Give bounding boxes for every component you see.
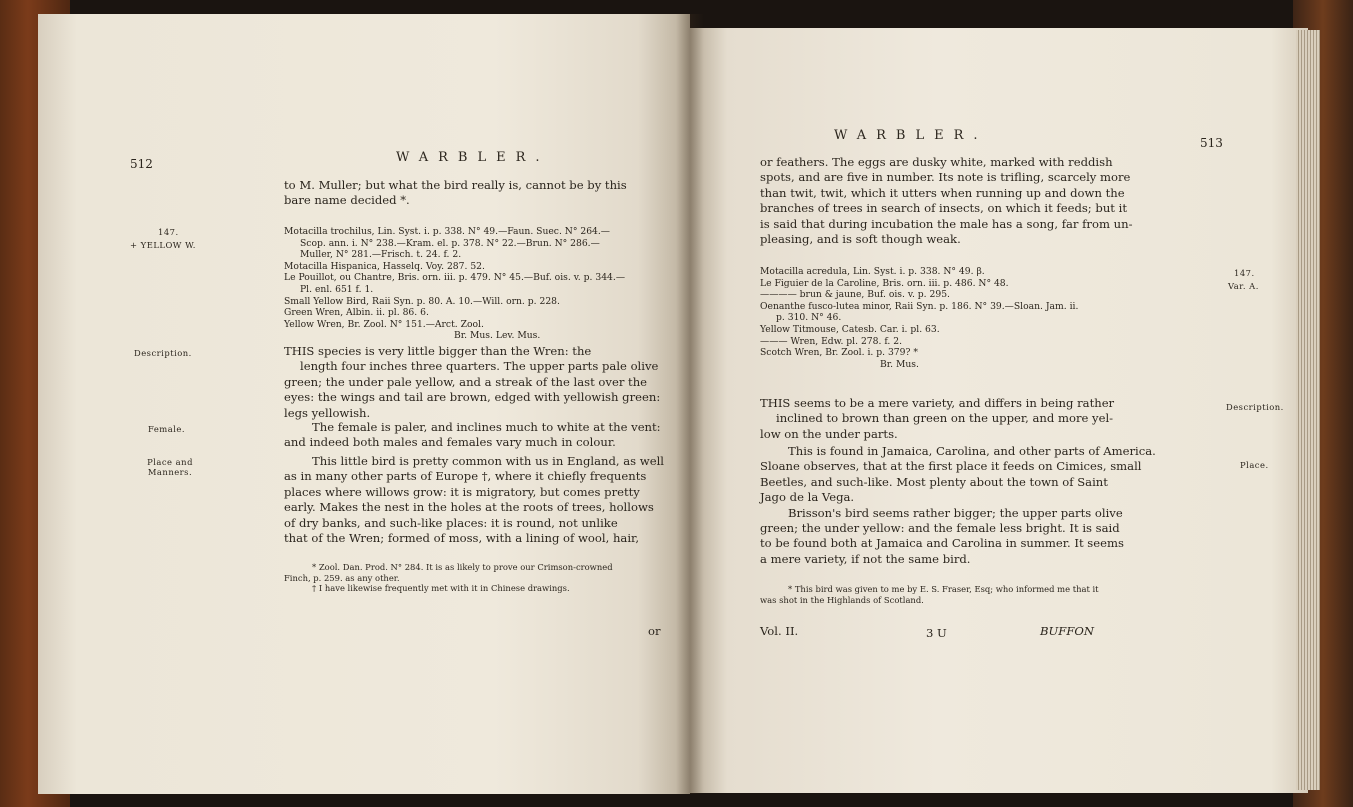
footnote-line: Finch, p. 259. as any other. (284, 572, 400, 583)
text-line: pleasing, and is soft though weak. (760, 232, 961, 247)
right-intro-text (760, 155, 1133, 247)
footnote-line: † I have likewise frequently met with it in Chinese drawings. (312, 583, 570, 594)
text-line: that of the Wren; formed of moss, with a lining of wool, hair, (284, 531, 640, 546)
left-footnotes (284, 562, 613, 594)
right-footnotes (760, 584, 1099, 605)
right-entry-number: 147. (1234, 268, 1255, 278)
synonym-line: Yellow Titmouse, Catesb. Car. i. pl. 63. (760, 323, 940, 335)
left-catchword: or (648, 624, 661, 638)
left-female-text (284, 420, 661, 451)
text-line: Sloane observes, that at the first place it feeds on Cimices, small (760, 459, 1142, 474)
right-page-number: 513 (1200, 136, 1223, 150)
right-catchword: BUFFON (1040, 624, 1095, 638)
text-line: bare name decided *. (284, 193, 410, 208)
left-description (284, 344, 660, 421)
text-line: to M. Muller; but what the bird really is, cannot be by this (284, 178, 627, 192)
text-line: spots, and are five in number. Its note is trifling, scarcely more (760, 170, 1131, 185)
text-line: is said that during incubation the male has a song, far from un- (760, 216, 1133, 231)
text-line: Brisson's bird seems rather bigger; the upper parts olive (788, 505, 1123, 520)
synonym-line: Le Pouillot, ou Chantre, Bris. orn. iii. p. 479. N° 45.—Buf. ois. v. p. 344.— (284, 272, 626, 284)
footnote-line: * Zool. Dan. Prod. N° 284. It is as likely to prove our Crimson-crowned (312, 562, 613, 572)
synonym-line: Pl. enl. 651 f. 1. (300, 283, 374, 295)
text-line: branches of trees in search of insects, on which it feeds; but it (760, 201, 1128, 216)
synonym-line: ———— brun & jaune, Buf. ois. v. p. 295. (760, 289, 950, 301)
entry-number: 147. (158, 227, 179, 237)
left-place-text (284, 454, 664, 546)
synonym-line: p. 310. N° 46. (776, 312, 842, 324)
text-line: of dry banks, and such-like places: it is round, not unlike (284, 515, 618, 530)
page-edges (1296, 30, 1320, 790)
margin-female: Female. (148, 424, 186, 434)
synonym-line: Scop. ann. i. N° 238.—Kram. el. p. 378. N° 22.—Brun. N° 286.— (300, 237, 600, 249)
right-margin-description: Description. (1226, 402, 1284, 412)
synonym-line: Scotch Wren, Br. Zool. i. p. 379? * (760, 347, 918, 359)
synonym-line: Yellow Wren, Br. Zool. N° 151.—Arct. Zool. (284, 318, 484, 330)
right-description (760, 396, 1114, 442)
synonym-line: ——— Wren, Edw. pl. 278. f. 2. (760, 335, 903, 347)
footnote-line: * This bird was given to me by E. S. Fraser, Esq; who informed me that it (788, 584, 1099, 594)
left-synonymy (284, 226, 625, 342)
synonym-line: Green Wren, Albin. ii. pl. 86. 6. (284, 307, 429, 319)
text-line: green; the under yellow: and the female less bright. It is said (760, 521, 1120, 536)
text-line: as in many other parts of Europe †, where it chiefly frequents (284, 469, 647, 484)
text-line: or feathers. The eggs are dusky white, marked with reddish (760, 155, 1113, 169)
right-margin-place: Place. (1240, 460, 1269, 470)
synonym-line: Br. Mus. (880, 358, 919, 370)
signature-mark: 3 U (926, 626, 947, 640)
text-line: This little bird is pretty common with us in England, as well (312, 454, 665, 468)
text-line: a mere variety, if not the same bird. (760, 551, 971, 566)
text-line: early. Makes the nest in the holes at the roots of trees, hollows (284, 500, 654, 515)
entry-name: + YELLOW W. (130, 240, 196, 250)
text-line: green; the under pale yellow, and a streak of the last over the (284, 374, 648, 389)
right-running-head: WARBLER. (834, 128, 988, 143)
synonym-line: Br. Mus. Lev. Mus. (454, 330, 541, 342)
margin-place-manners: Place and Manners. (147, 457, 193, 477)
right-synonymy (760, 266, 1078, 370)
synonym-line: Motacilla acredula, Lin. Syst. i. p. 338. N° 49. β. (760, 266, 985, 277)
book-gutter (676, 14, 704, 794)
margin-description: Description. (134, 348, 192, 358)
left-page-number: 512 (130, 157, 153, 171)
text-line: places where willows grow: it is migratory, but comes pretty (284, 484, 640, 499)
text-line: This is found in Jamaica, Carolina, and other parts of America. (788, 444, 1156, 458)
signature-volume: Vol. II. (760, 624, 799, 638)
right-entry-name: Var. A. (1228, 281, 1259, 291)
text-line: THIS species is very little bigger than the Wren: the (284, 344, 592, 358)
text-line: legs yellowish. (284, 405, 371, 420)
text-line: to be found both at Jamaica and Carolina in summer. It seems (760, 536, 1124, 551)
synonym-line: Small Yellow Bird, Raii Syn. p. 80. A. 10.—Will. orn. p. 228. (284, 295, 560, 307)
text-line: and indeed both males and females vary much in colour. (284, 435, 616, 450)
text-line: The female is paler, and inclines much to white at the vent: (312, 420, 661, 434)
footnote-line: was shot in the Highlands of Scotland. (760, 594, 924, 605)
text-line: Beetles, and such-like. Most plenty about the town of Saint (760, 474, 1108, 489)
text-line: Jago de la Vega. (760, 490, 855, 505)
synonym-line: Oenanthe fusco-lutea minor, Raii Syn. p. 186. N° 39.—Sloan. Jam. ii. (760, 300, 1079, 312)
left-running-head: WARBLER. (396, 150, 550, 165)
synonym-line: Motacilla Hispanica, Hasselq. Voy. 287. 52. (284, 260, 485, 272)
synonym-line: Le Figuier de la Caroline, Bris. orn. iii. p. 486. N° 48. (760, 277, 1009, 289)
text-line: THIS seems to be a mere variety, and differs in being rather (760, 396, 1115, 410)
right-place-text (760, 444, 1156, 567)
text-line: than twit, twit, which it utters when running up and down the (760, 185, 1125, 200)
synonym-line: Motacilla trochilus, Lin. Syst. i. p. 338. N° 49.—Faun. Suec. N° 264.— (284, 226, 610, 237)
synonym-line: Muller, N° 281.—Frisch. t. 24. f. 2. (300, 249, 462, 261)
left-intro-text (284, 178, 627, 209)
text-line: eyes: the wings and tail are brown, edged with yellowish green: (284, 390, 661, 405)
text-line: low on the under parts. (760, 426, 898, 441)
text-line: length four inches three quarters. The upper parts pale olive (300, 359, 659, 374)
text-line: inclined to brown than green on the upper, and more yel- (776, 411, 1114, 426)
